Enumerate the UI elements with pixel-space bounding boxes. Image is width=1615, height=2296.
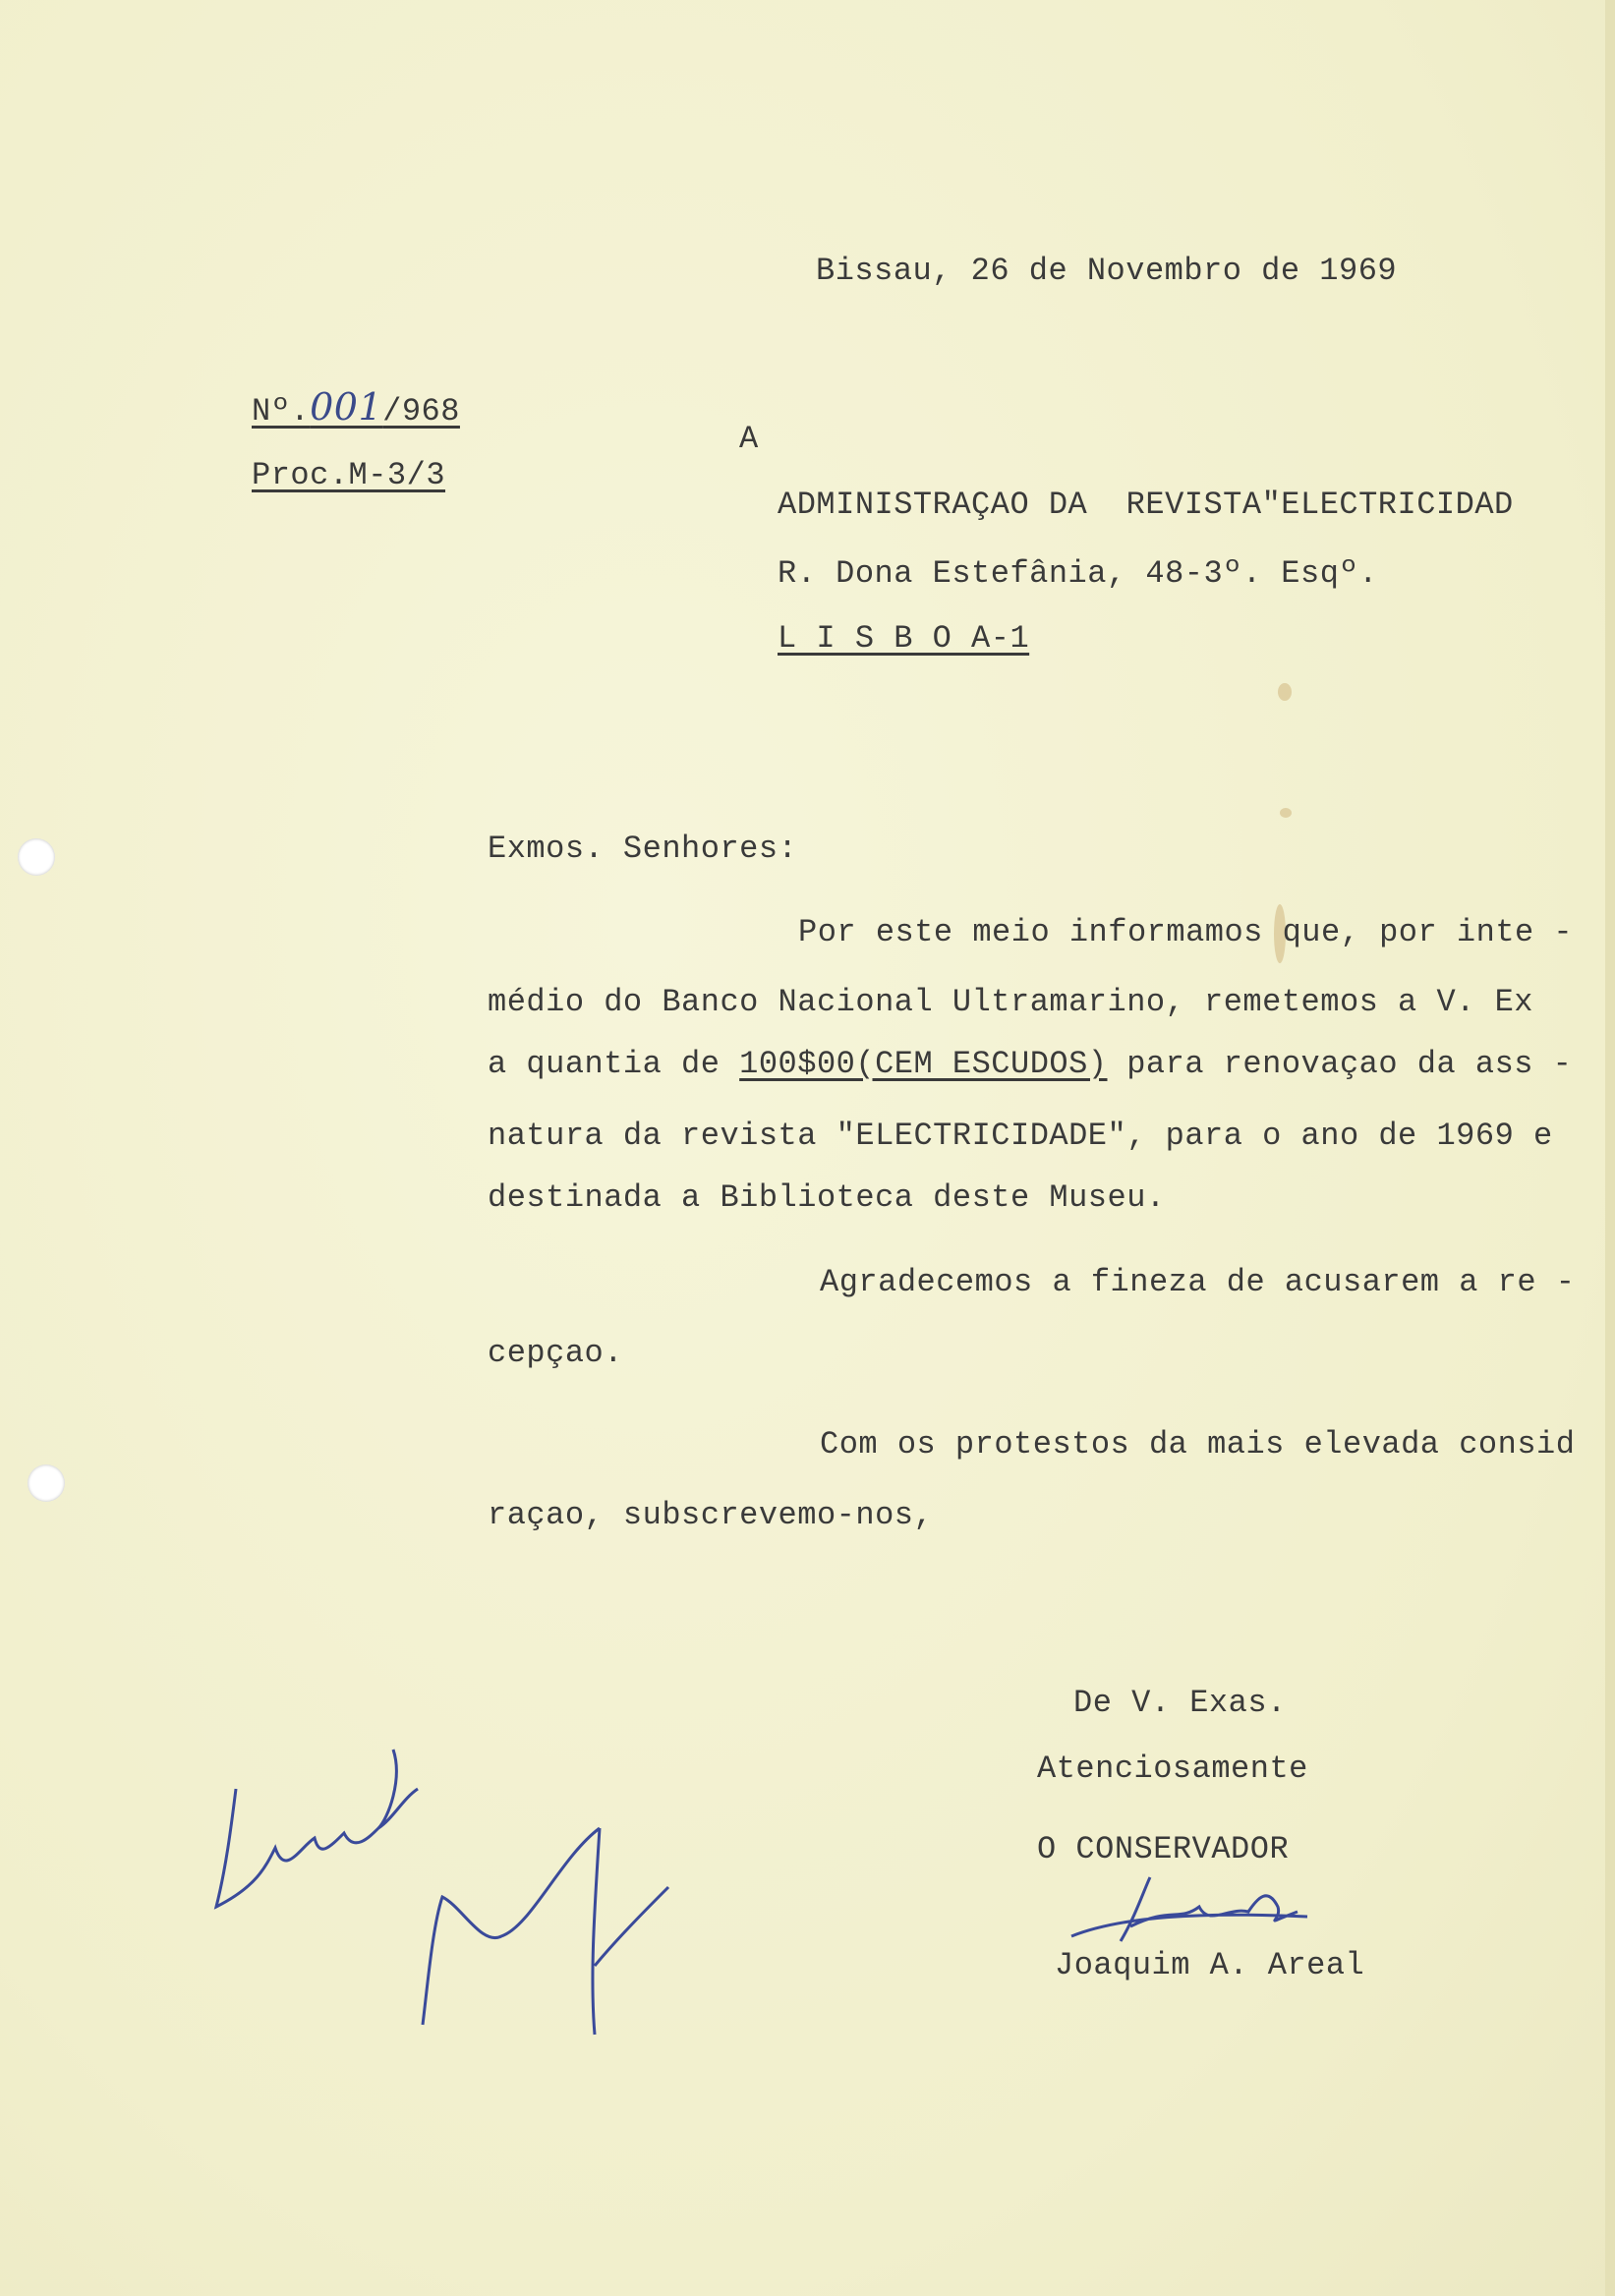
body-text: a quantia de — [488, 1046, 740, 1082]
body-line: médio do Banco Nacional Ultramarino, remetemos a V. Ex — [488, 984, 1533, 1020]
reference-number — [252, 385, 460, 430]
body-line: raçao, subscrevemo-nos, — [488, 1497, 934, 1533]
stain — [1280, 808, 1292, 818]
body-line — [488, 1047, 1572, 1082]
body-line: Com os protestos da mais elevada consid — [820, 1426, 1576, 1463]
number-label: Nº. — [252, 393, 311, 430]
signature — [1062, 1867, 1337, 1966]
recipient-prefix: A — [739, 421, 759, 457]
amount: 100$00(CEM ESCUDOS) — [739, 1046, 1108, 1082]
punch-hole — [18, 838, 55, 876]
recipient-name: ADMINISTRAÇAO DA REVISTA"ELECTRICIDAD — [778, 487, 1514, 523]
closing-line: De V. Exas. — [1073, 1685, 1287, 1721]
handwritten-number: 001 — [310, 385, 383, 429]
signatory-name: Joaquim A. Areal — [1055, 1947, 1365, 1983]
body-line: Agradecemos a fineza de acusarem a re - — [820, 1264, 1576, 1300]
reference-year: /968 — [382, 393, 460, 430]
handwritten-annotation — [206, 1740, 678, 2044]
closing-line: Atenciosamente — [1037, 1751, 1308, 1787]
punch-hole — [28, 1464, 65, 1502]
recipient-city: L I S B O A-1 — [778, 620, 1030, 657]
body-line: Por este meio informamos que, por inte - — [798, 914, 1574, 950]
body-text: para renovaçao da ass - — [1107, 1046, 1573, 1082]
process-number: Proc.M-3/3 — [252, 457, 446, 493]
body-line: natura da revista "ELECTRICIDADE", para o ano de 1969 e — [488, 1118, 1553, 1154]
body-line: destinada a Biblioteca deste Museu. — [488, 1179, 1166, 1216]
date-line: Bissau, 26 de Novembro de 1969 — [816, 253, 1398, 289]
signatory-title: O CONSERVADOR — [1037, 1831, 1290, 1867]
salutation: Exmos. Senhores: — [488, 831, 798, 867]
body-line: cepçao. — [488, 1335, 623, 1371]
paper-edge — [1605, 0, 1615, 2296]
recipient-address: R. Dona Estefânia, 48-3º. Esqº. — [778, 555, 1378, 592]
stain — [1278, 683, 1292, 701]
